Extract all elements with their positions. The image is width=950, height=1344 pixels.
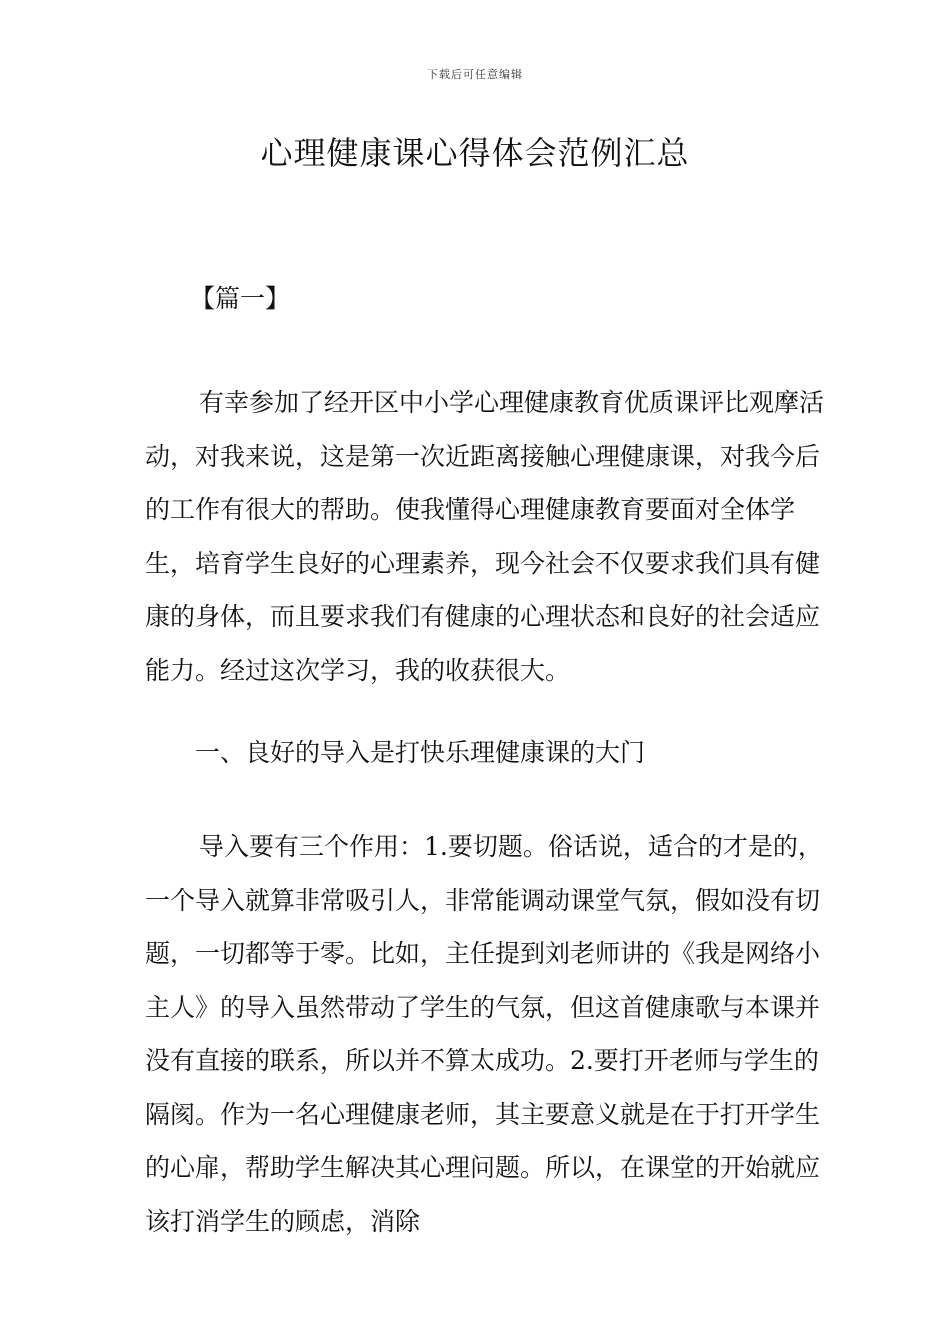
header-note: 下载后可任意编辑 (427, 68, 523, 81)
section-label: 【篇一】 (190, 284, 291, 313)
paragraph-intro: 有幸参加了经开区中小学心理健康教育优质课评比观摩活动，对我来说，这是第一次近距离接触心理健康课，对我今后的工作有很大的帮助。使我懂得心理健康教育要面对全体学生，培育学生良好的心理素养，现今社会不仅要求我们具有健康的身体，而且要求我们有健康的心理状态和良好的社会适应能力。经过这次学习，我的收获很大。 (145, 388, 825, 685)
section-heading: 一、良好的导入是打快乐理健康课的大门 (195, 738, 646, 767)
document-title: 心理健康课心得体会范例汇总 (260, 134, 690, 172)
paragraph-body: 导入要有三个作用：1.要切题。俗话说，适合的才是的，一个导入就算非常吸引人，非常能调动课堂气氛，假如没有切题，一切都等于零。比如，主任提到刘老师讲的《我是网络小主人》的导入虽然带动了学生的气氛，但这首健康歌与本课并没有直接的联系，所以并不算太成功。2.要打开老师与学生的隔阂。作为一名心理健康老师，其主要意义就是在于打开学生的心扉，帮助学生解决其心理问题。所以，在课堂的开始就应该打消学生的顾虑，消除 (145, 832, 823, 1236)
